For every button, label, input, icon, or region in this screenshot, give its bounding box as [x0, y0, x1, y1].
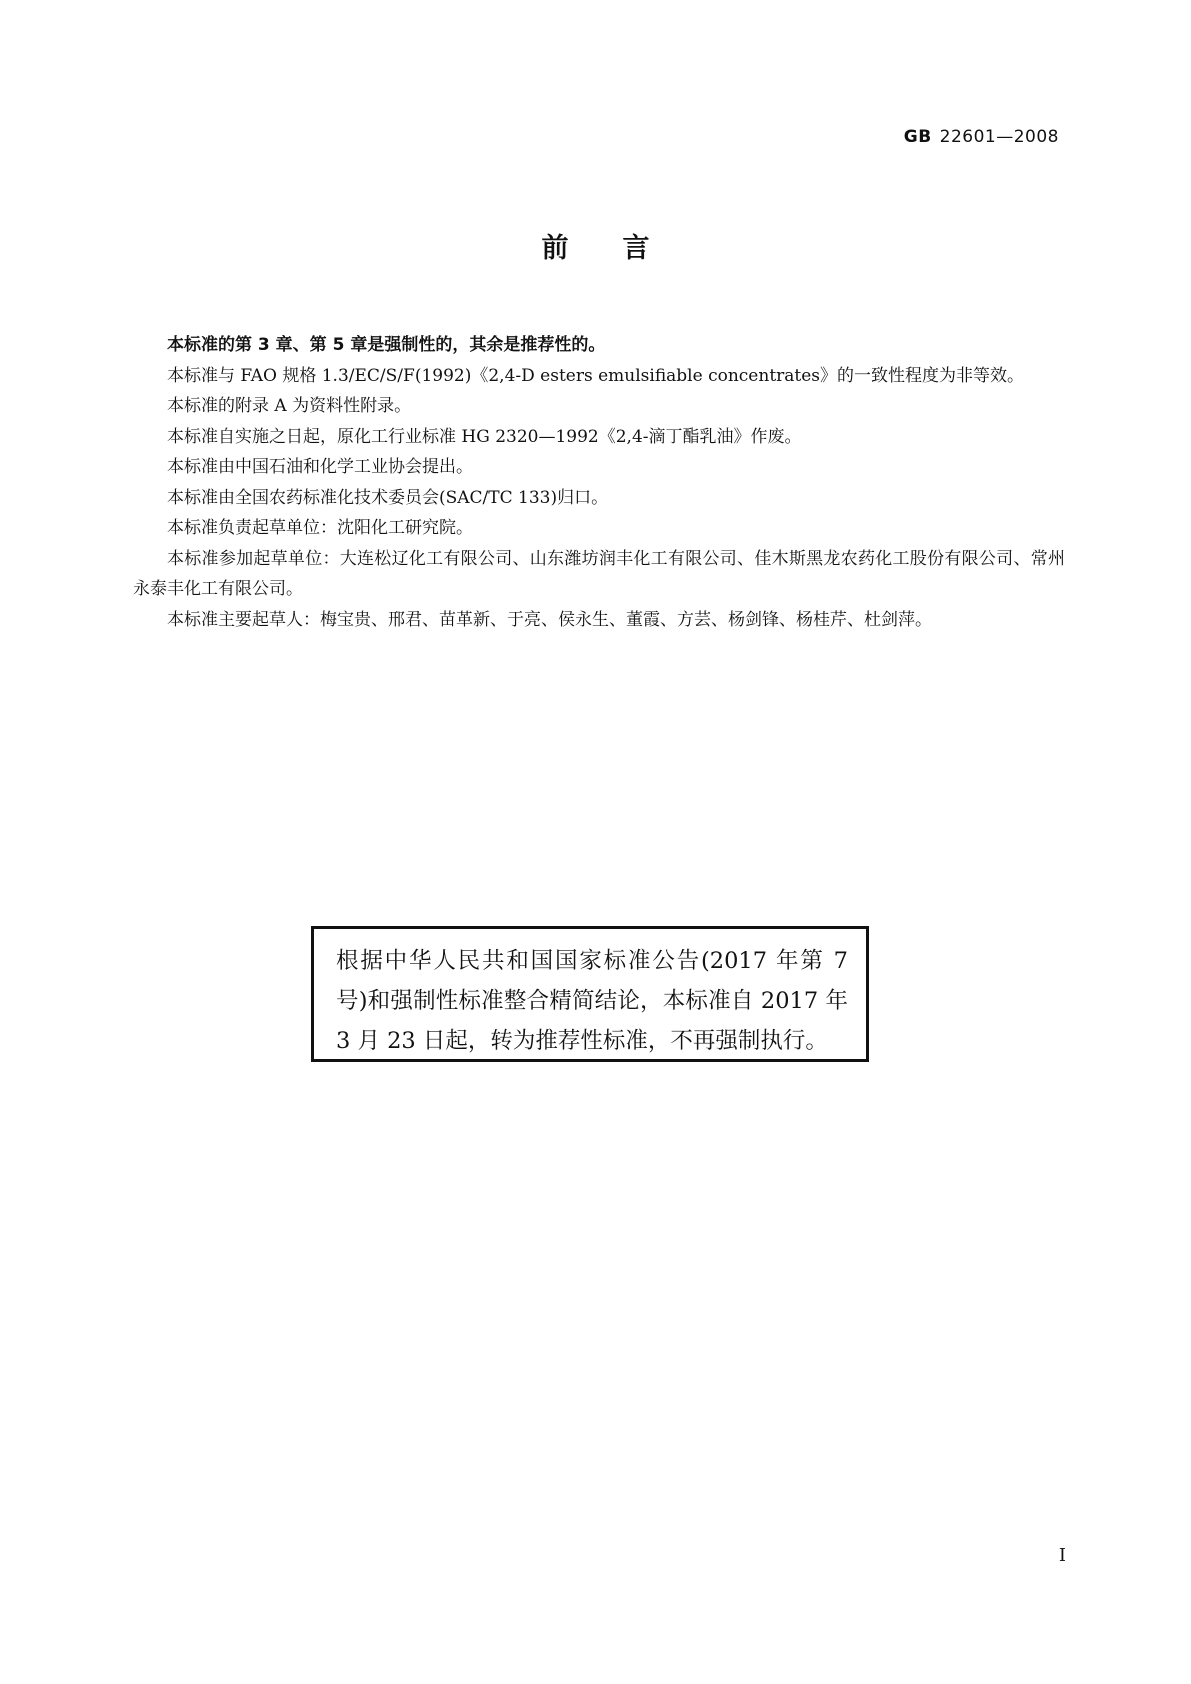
- page-title: 前言: [541, 233, 704, 264]
- paragraph-replacement: 本标准自实施之日起，原化工行业标准 HG 2320—1992《2,4-滴丁酯乳油》作废。: [167, 426, 802, 447]
- paragraph-consistency: 本标准与 FAO 规格 1.3/EC/S/F(1992)《2,4-D esters emulsifiable concentrates》的一致性程度为非等效。: [167, 365, 1025, 386]
- standard-code-number: 22601—2008: [939, 127, 1059, 147]
- standard-code-prefix: GB: [903, 127, 932, 147]
- notice-box: 根据中华人民共和国国家标准公告(2017 年第 7 号)和强制性标准整合精简结论，本标准自 2017 年 3 月 23 日起，转为推荐性标准，不再强制执行。: [311, 926, 869, 1062]
- paragraph-lead-drafter: 本标准负责起草单位：沈阳化工研究院。: [167, 518, 473, 538]
- paragraph-proposer: 本标准由中国石油和化学工业协会提出。: [167, 457, 473, 477]
- paragraph-mandatory-scope: 本标准的第 3 章、第 5 章是强制性的，其余是推荐性的。: [167, 335, 606, 355]
- paragraph-main-drafters: 本标准主要起草人：梅宝贵、邢君、苗革新、于亮、侯永生、董霞、方芸、杨剑锋、杨桂芹、杜剑萍。: [167, 609, 932, 630]
- page-number: I: [1058, 1545, 1066, 1566]
- paragraph-participating-drafters: 本标准参加起草单位：大连松辽化工有限公司、山东潍坊润丰化工有限公司、佳木斯黑龙农药化工股份有限公司、常州永泰丰化工有限公司。: [133, 548, 1065, 599]
- paragraph-committee: 本标准由全国农药标准化技术委员会(SAC/TC 133)归口。: [167, 487, 609, 508]
- standard-code: [904, 127, 1059, 147]
- paragraph-appendix: 本标准的附录 A 为资料性附录。: [167, 396, 412, 416]
- foreword-body: [133, 330, 1065, 635]
